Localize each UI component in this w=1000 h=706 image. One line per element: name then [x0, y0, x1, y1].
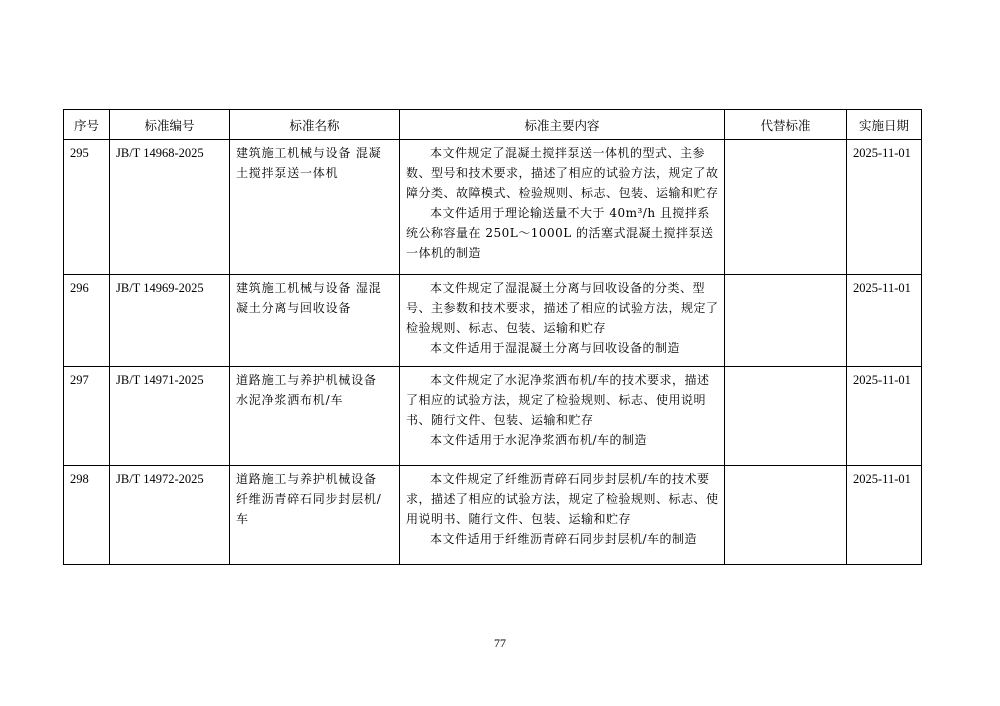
- row-replace: [725, 466, 847, 565]
- header-code: 标准编号: [110, 110, 230, 140]
- standards-table: [63, 109, 922, 565]
- content-paragraph: 本文件规定了水泥净浆洒布机/车的技术要求，描述了相应的试验方法，规定了检验规则、标志、使用说明书、随行文件、包装、运输和贮存: [406, 373, 710, 427]
- row-name: 建筑施工机械与设备 混凝土搅拌泵送一体机: [230, 140, 400, 275]
- row-code: JB/T 14968-2025: [110, 140, 230, 275]
- row-no: 296: [64, 275, 110, 367]
- row-code: JB/T 14969-2025: [110, 275, 230, 367]
- table-row: [64, 275, 922, 367]
- row-content: [400, 140, 725, 275]
- row-name: 道路施工与养护机械设备 纤维沥青碎石同步封层机/车: [230, 466, 400, 565]
- table-row: [64, 140, 922, 275]
- header-content: 标准主要内容: [400, 110, 725, 140]
- row-no: 297: [64, 367, 110, 466]
- content-paragraph: 本文件规定了纤维沥青碎石同步封层机/车的技术要求，描述了相应的试验方法，规定了检验规则、标志、使用说明书、随行文件、包装、运输和贮存: [406, 472, 719, 526]
- row-date: 2025-11-01: [847, 367, 922, 466]
- row-content: [400, 466, 725, 565]
- row-content: [400, 367, 725, 466]
- page-number: 77: [494, 636, 506, 650]
- row-replace: [725, 140, 847, 275]
- content-paragraph: 本文件适用于纤维沥青碎石同步封层机/车的制造: [430, 532, 698, 546]
- header-replace: 代替标准: [725, 110, 847, 140]
- row-replace: [725, 367, 847, 466]
- header-date: 实施日期: [847, 110, 922, 140]
- row-name: 道路施工与养护机械设备 水泥净浆洒布机/车: [230, 367, 400, 466]
- content-paragraph: 本文件规定了混凝土搅拌泵送一体机的型式、主参数、型号和技术要求，描述了相应的试验方法，规定了故障分类、故障模式、检验规则、标志、包装、运输和贮存: [406, 146, 719, 200]
- row-content: [400, 275, 725, 367]
- row-no: 295: [64, 140, 110, 275]
- content-paragraph: 本文件适用于湿混凝土分离与回收设备的制造: [430, 341, 681, 355]
- content-paragraph: 本文件适用于理论输送量不大于 40m³/h 且搅拌系统公称容量在 250L～1000L 的活塞式混凝土搅拌泵送一体机的制造: [406, 206, 714, 260]
- row-replace: [725, 275, 847, 367]
- header-name: 标准名称: [230, 110, 400, 140]
- row-no: 298: [64, 466, 110, 565]
- row-date: 2025-11-01: [847, 466, 922, 565]
- header-row: [64, 110, 922, 140]
- row-code: JB/T 14972-2025: [110, 466, 230, 565]
- table-row: [64, 367, 922, 466]
- row-date: 2025-11-01: [847, 140, 922, 275]
- table-row: [64, 466, 922, 565]
- content-paragraph: 本文件适用于水泥净浆洒布机/车的制造: [430, 433, 648, 447]
- row-code: JB/T 14971-2025: [110, 367, 230, 466]
- header-no: 序号: [64, 110, 110, 140]
- row-date: 2025-11-01: [847, 275, 922, 367]
- row-name: 建筑施工机械与设备 湿混凝土分离与回收设备: [230, 275, 400, 367]
- content-paragraph: 本文件规定了湿混凝土分离与回收设备的分类、型号、主参数和技术要求，描述了相应的试验方法，规定了检验规则、标志、包装、运输和贮存: [406, 281, 719, 335]
